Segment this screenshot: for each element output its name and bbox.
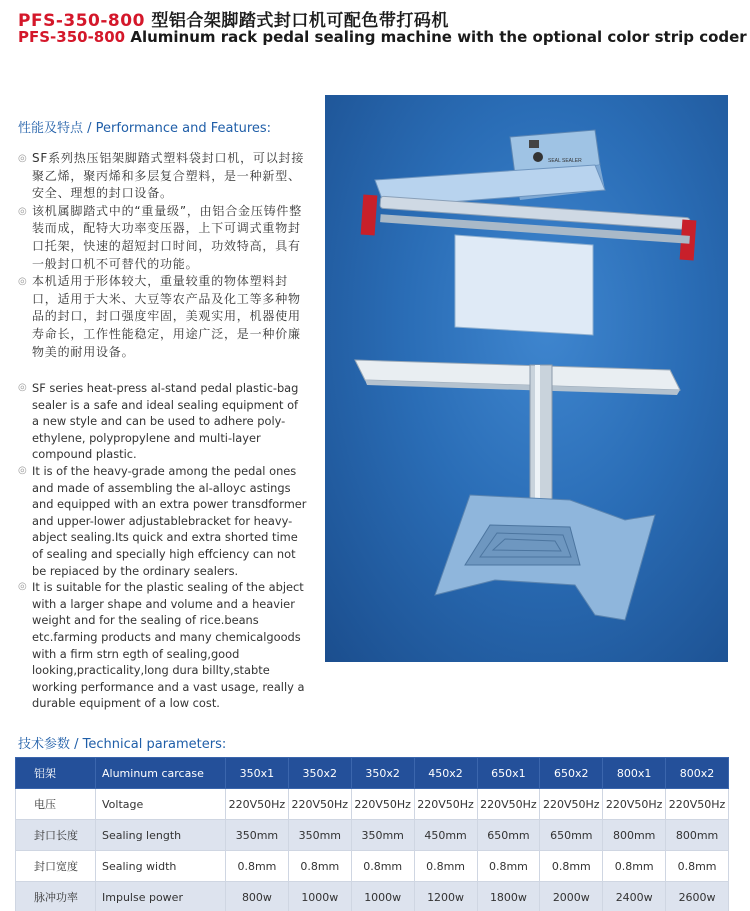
- spec-value: 1000w: [351, 882, 414, 911]
- spec-value: 800w: [226, 882, 289, 911]
- spec-value: 220V50Hz: [477, 789, 540, 820]
- spec-label-en: Impulse power: [96, 882, 226, 911]
- spec-value: 800mm: [603, 820, 666, 851]
- title-en-text: Aluminum rack pedal sealing machine with the optional color strip coder: [130, 28, 747, 46]
- bullet-icon: ◎: [18, 276, 28, 288]
- spec-label-en: Voltage: [96, 789, 226, 820]
- spec-value: 0.8mm: [603, 851, 666, 882]
- spec-label-cn: 铝架: [16, 758, 96, 789]
- dial-icon: [533, 152, 543, 162]
- spec-value: 220V50Hz: [414, 789, 477, 820]
- spec-value: 0.8mm: [414, 851, 477, 882]
- left-jaw: [361, 195, 378, 236]
- spec-value: 0.8mm: [288, 851, 351, 882]
- spec-label-cn: 封口宽度: [16, 851, 96, 882]
- bullet-icon: ◎: [18, 153, 28, 164]
- spec-value: 350x2: [351, 758, 414, 789]
- bullet-icon: ◎: [18, 581, 27, 593]
- sealing-machine-illustration: [325, 95, 728, 662]
- back-panel: [455, 235, 593, 335]
- product-photo: [325, 95, 728, 662]
- spec-label-cn: 封口长度: [16, 820, 96, 851]
- features-en-list: [18, 380, 308, 712]
- feature-cn-item: ◎ 该机属脚踏式中的“重量级”，由铝合金压铸件整装而成，配特大功率变压器，上下可调式重物封口托架，快速的超短封口时间，功效特高，具有一般封口机不可替代的功能。: [18, 203, 303, 271]
- feature-cn-item: ◎ SF系列热压铝架脚踏式塑料袋封口机，可以封接聚乙烯，聚丙烯和多层复合塑料，是一种新型、安全、理想的封口设备。: [18, 151, 305, 201]
- page-title-en: [18, 28, 747, 46]
- spec-value: 2000w: [540, 882, 603, 911]
- features-heading: 性能及特点 / Performance and Features:: [18, 121, 272, 136]
- spec-label-cn: 电压: [16, 789, 96, 820]
- spec-row: [16, 789, 729, 820]
- spec-value: 350mm: [351, 820, 414, 851]
- spec-value: 220V50Hz: [351, 789, 414, 820]
- spec-value: 220V50Hz: [666, 789, 729, 820]
- spec-value: 0.8mm: [666, 851, 729, 882]
- specs-heading: 技术参数 / Technical parameters:: [18, 737, 227, 752]
- spec-value: 1800w: [477, 882, 540, 911]
- model-number: PFS-350-800: [18, 11, 145, 31]
- model-number: PFS-350-800: [18, 28, 126, 46]
- spec-value: 350x1: [226, 758, 289, 789]
- spec-table-body: [16, 758, 729, 911]
- spec-value: 350mm: [288, 820, 351, 851]
- bullet-icon: ◎: [18, 464, 27, 476]
- bullet-icon: ◎: [18, 205, 28, 217]
- spec-value: 0.8mm: [351, 851, 414, 882]
- spec-value: 350mm: [226, 820, 289, 851]
- spec-row: [16, 882, 729, 911]
- spec-value: 1000w: [288, 882, 351, 911]
- spec-value: 1200w: [414, 882, 477, 911]
- title-cn-text: 型铝合架脚踏式封口机可配色带打码机: [151, 11, 449, 31]
- spec-value: 650mm: [540, 820, 603, 851]
- feature-en-item: ◎ It is suitable for the plastic sealing of the abject with a larger shape and volume and a heavier weight and for the sealing of rice.beans etc.farming products and many chemicalgoods with a firm strn egth of sealing,good looking,practicality,long dura billty,stabte working performance and a vast usage, really a durable equipment of a low cost.: [18, 580, 305, 711]
- spec-row: [16, 851, 729, 882]
- spec-value: 800x2: [666, 758, 729, 789]
- sealer-label: SEAL SEALER: [548, 158, 582, 164]
- spec-value: 0.8mm: [477, 851, 540, 882]
- indicator-icon: [529, 140, 539, 148]
- spec-value: 220V50Hz: [288, 789, 351, 820]
- spec-label-en: Sealing length: [96, 820, 226, 851]
- features-cn-list: [18, 150, 308, 361]
- spec-value: 650mm: [477, 820, 540, 851]
- spec-value: 650x1: [477, 758, 540, 789]
- spec-table: [15, 757, 729, 911]
- spec-label-en: Aluminum carcase: [96, 758, 226, 789]
- spec-value: 650x2: [540, 758, 603, 789]
- spec-label-cn: 脉冲功率: [16, 882, 96, 911]
- spec-value: 800x1: [603, 758, 666, 789]
- spec-value: 220V50Hz: [603, 789, 666, 820]
- spec-value: 220V50Hz: [540, 789, 603, 820]
- spec-value: 450mm: [414, 820, 477, 851]
- spec-value: 0.8mm: [540, 851, 603, 882]
- spec-value: 0.8mm: [226, 851, 289, 882]
- spec-value: 350x2: [288, 758, 351, 789]
- spec-value: 800mm: [666, 820, 729, 851]
- feature-en-item: ◎ SF series heat-press al-stand pedal plastic-bag sealer is a safe and ideal sealing equipment of a new style and can be used to adhere poly-ethylene, polypropylene and multi-layer compound plastic.: [18, 381, 299, 462]
- spec-label-en: Sealing width: [96, 851, 226, 882]
- spec-value: 2600w: [666, 882, 729, 911]
- spec-value: 2400w: [603, 882, 666, 911]
- spec-row: [16, 758, 729, 789]
- feature-cn-item: ◎ 本机适用于形体较大，重量较重的物体塑料封口，适用于大米、大豆等农产品及化工等多种物品的封口，封口强度牢固，美观实用，机器使用寿命长，工作性能稳定，用途广泛，是一种价廉物美的耐用设备。: [18, 274, 301, 359]
- spec-value: 220V50Hz: [226, 789, 289, 820]
- spec-row: [16, 820, 729, 851]
- spec-value: 450x2: [414, 758, 477, 789]
- feature-en-item: ◎ It is of the heavy-grade among the pedal ones and made of assembling the al-alloyc astings and equipped with an extra power transdformer and upper-lower adjustablebracket for heavy-abject sealing.Its quick and extra shorted time of sealing and specially high effciency can not be repiaced by the ordinary sealers.: [18, 463, 307, 578]
- bullet-icon: ◎: [18, 382, 27, 393]
